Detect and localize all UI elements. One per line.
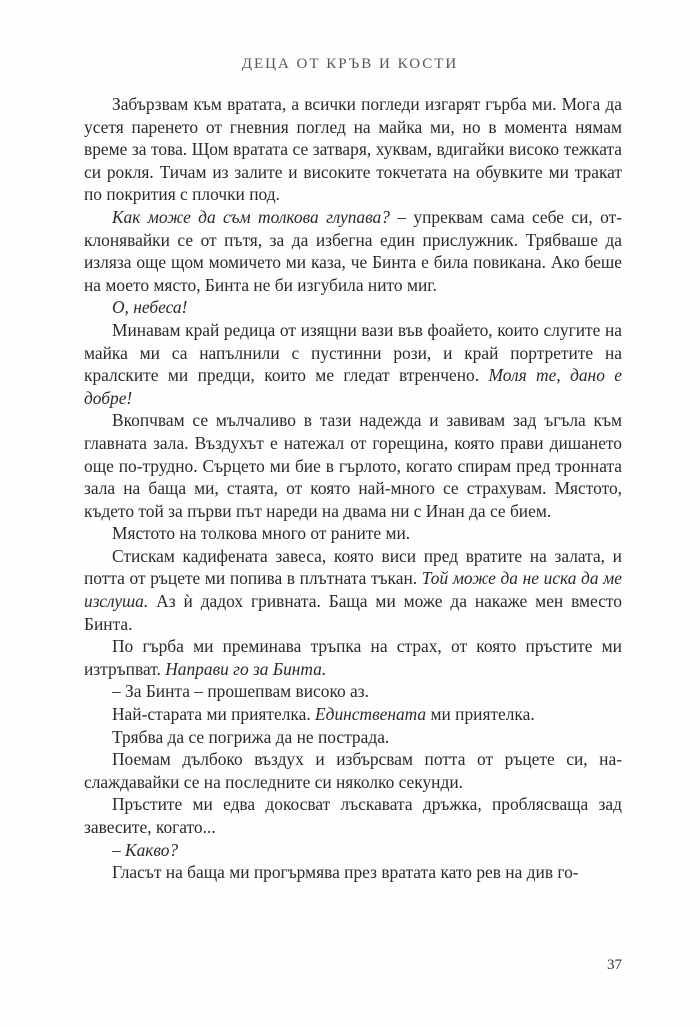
text-run: Трябва да се погрижа да не пострада. [112,726,390,747]
paragraph [84,206,622,296]
paragraph [84,545,622,635]
paragraph [84,93,622,206]
body-text [84,93,622,884]
text-run: ми приятелка. [426,704,535,725]
text-run: Стискам кадифената завеса, която виси пред вратите на залата, и потта от ръцете ми попива в плътната тъкан. [84,545,622,589]
paragraph [84,748,622,793]
italic-text: Моля те, дано е добре! [84,365,622,408]
paragraph [84,726,622,749]
paragraph [84,296,622,319]
text-run: – упреквам сама себе си, отклонявайки се от пътя, за да избегна един прислужник. Трябваше да изляза още щом момичето ми каза, че Бинта е била повикана. Ако беше на моето място, Бинта не би изгубила нито миг. [84,206,622,295]
paragraph [84,409,622,522]
text-run: Забързвам към вратата, а всички погледи изгарят гърба ми. Мога да усетя паренето от гневния поглед на майка ми, но в момента нямам време за това. Щом вратата се затваря, хуквам, вдигайки високо тежката си рокля. Тичам из залите и високите токчетата на обувките ми тракат по покрития с плочки под. [84,94,622,205]
italic-text: – Какво? [112,839,179,860]
text-run: Вкопчвам се мълчаливо в тази надежда и завивам зад ъгъла към главната зала. Въздухът е натежал от горещина, която прави дишането още по-трудно. Сърцето ми бие в гърлото, когато спирам пред тронната зала на баща ми, стаята, от която най-много се страхувам. Мястото, където той за първи път нареди на двама ни с Инан да се бием. [84,410,622,521]
paragraph [84,861,622,884]
italic-text: Единствената [315,704,427,725]
paragraph [84,839,622,862]
page-number: 37 [607,957,622,973]
paragraph [84,793,622,838]
text-run: Пръстите ми едва докосват лъскавата дръжка, проблясваща зад завесите, когато... [84,794,622,837]
italic-text: Как може да съм толкова глупава? [112,206,390,227]
text-run: По гърба ми преминава тръпка на страх, от която пръстите ми изтръпват. [84,636,622,679]
running-head-title: ДЕЦА ОТ КРЪВ И КОСТИ [241,56,459,72]
text-run: Мястото на толкова много от раните ми. [112,523,411,544]
paragraph [84,635,622,680]
text-run: Гласът на баща ми прогърмява през вратата като рев на див го- [112,862,579,883]
text-run: – За Бинта – прошепвам високо аз. [112,681,369,702]
paragraph [84,680,622,703]
italic-text: О, небеса! [112,297,188,318]
text-run: Аз ѝ дадох гривната. Баща ми може да накаже мен вместо Бинта. [84,591,622,634]
paragraph [84,522,622,545]
italic-text: Той може да не иска да ме изслуша. [84,568,622,612]
text-run: Най-старата ми приятелка. [112,704,316,725]
paragraph [84,319,622,409]
text-run: Поемам дълбоко въздух и избърсвам потта от ръцете си, наслаждавайки се на последните си няколко секунди. [84,749,622,792]
text-run: Минавам край редица от изящни вази във фоайето, които слугите на майка ми са напълнили с пустинни рози, и край портретите на кралските ми предци, които ме гледат втренчено. [84,319,622,386]
italic-text: Направи го за Бинта. [165,658,327,679]
paragraph [84,703,622,726]
